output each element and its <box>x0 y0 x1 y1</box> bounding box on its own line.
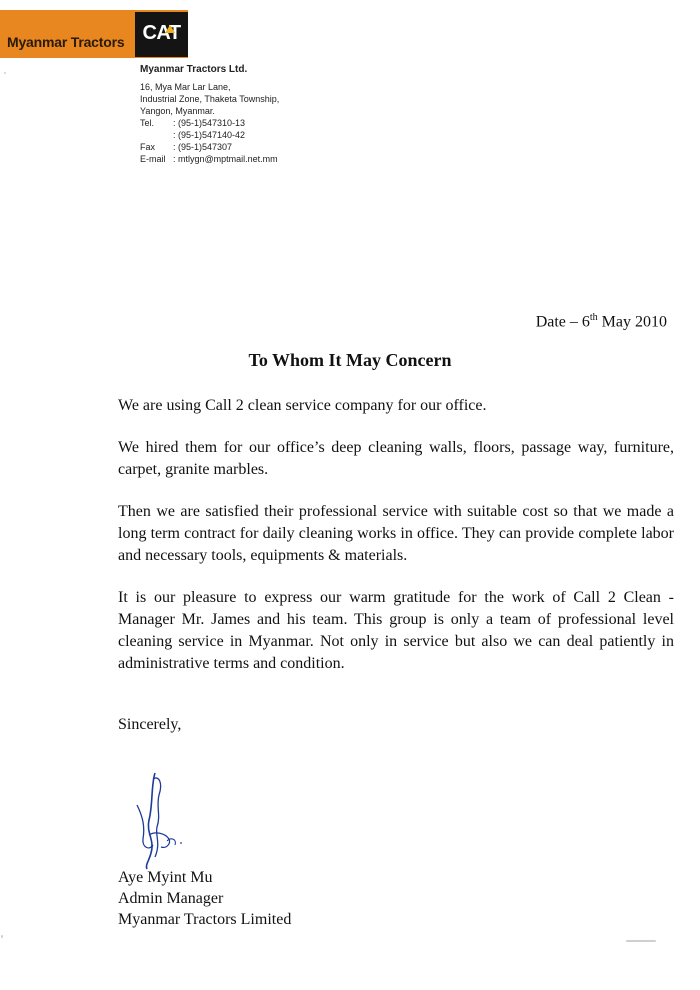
contact-row <box>140 153 279 165</box>
signatory-company: Myanmar Tractors Limited <box>118 911 292 928</box>
company-address <box>140 64 279 165</box>
contact-label <box>140 129 173 141</box>
scan-speck <box>4 72 6 74</box>
contact-value: : (95-1)547310-13 <box>173 118 246 128</box>
contact-label: E-mail <box>140 154 166 164</box>
letter-body <box>118 395 674 695</box>
body-paragraph: We are using Call 2 clean service company for our office. <box>118 397 487 414</box>
body-paragraph: It is our pleasure to express our warm gratitude for the work of Call 2 Clean - Manager Mr. James and his team. This group is only a team of professional level cleaning service in Myanmar. Not only in service but also we can deal patiently in administrative terms and condition. <box>118 589 674 672</box>
letter-date <box>536 312 667 331</box>
signature-block <box>118 867 291 930</box>
address-line: Yangon, Myanmar. <box>140 106 215 116</box>
cat-logo <box>135 12 188 57</box>
scan-speck <box>626 940 656 942</box>
brand-name: Myanmar Tractors <box>7 34 125 50</box>
address-line: 16, Mya Mar Lar Lane, <box>140 82 231 92</box>
contact-row <box>140 117 279 129</box>
contact-label: Tel. <box>140 118 155 128</box>
cat-triangle-icon <box>165 25 175 33</box>
letter-heading: To Whom It May Concern <box>248 350 452 370</box>
cat-logo-text: CAT <box>142 22 181 44</box>
body-paragraph: We hired them for our office’s deep cleaning walls, floors, passage way, furniture, carpet, granite marbles. <box>118 439 674 478</box>
scan-speck <box>1 935 3 938</box>
company-name: Myanmar Tractors Ltd. <box>140 64 248 75</box>
date-prefix: Date – 6 <box>535 313 590 331</box>
address-line: Industrial Zone, Thaketa Township, <box>140 94 280 104</box>
signatory-name: Aye Myint Mu <box>118 869 213 886</box>
contact-row <box>140 141 279 153</box>
body-paragraph: Then we are satisfied their professional service with suitable cost so that we made a long term contract for daily cleaning works in office. They can provide complete labor and necessary tools, equipments & materials. <box>118 503 674 564</box>
handwritten-signature <box>115 765 205 875</box>
date-rest: May 2010 <box>597 313 667 331</box>
contact-row <box>140 129 279 141</box>
contact-value: : mtlygn@mptmail.net.mm <box>173 154 278 164</box>
closing: Sincerely, <box>118 716 182 733</box>
contact-value: : (95-1)547307 <box>173 142 233 152</box>
contact-label: Fax <box>140 142 156 152</box>
date-ordinal: th <box>589 312 598 323</box>
contact-value: : (95-1)547140-42 <box>173 130 246 140</box>
signatory-title: Admin Manager <box>118 890 224 907</box>
